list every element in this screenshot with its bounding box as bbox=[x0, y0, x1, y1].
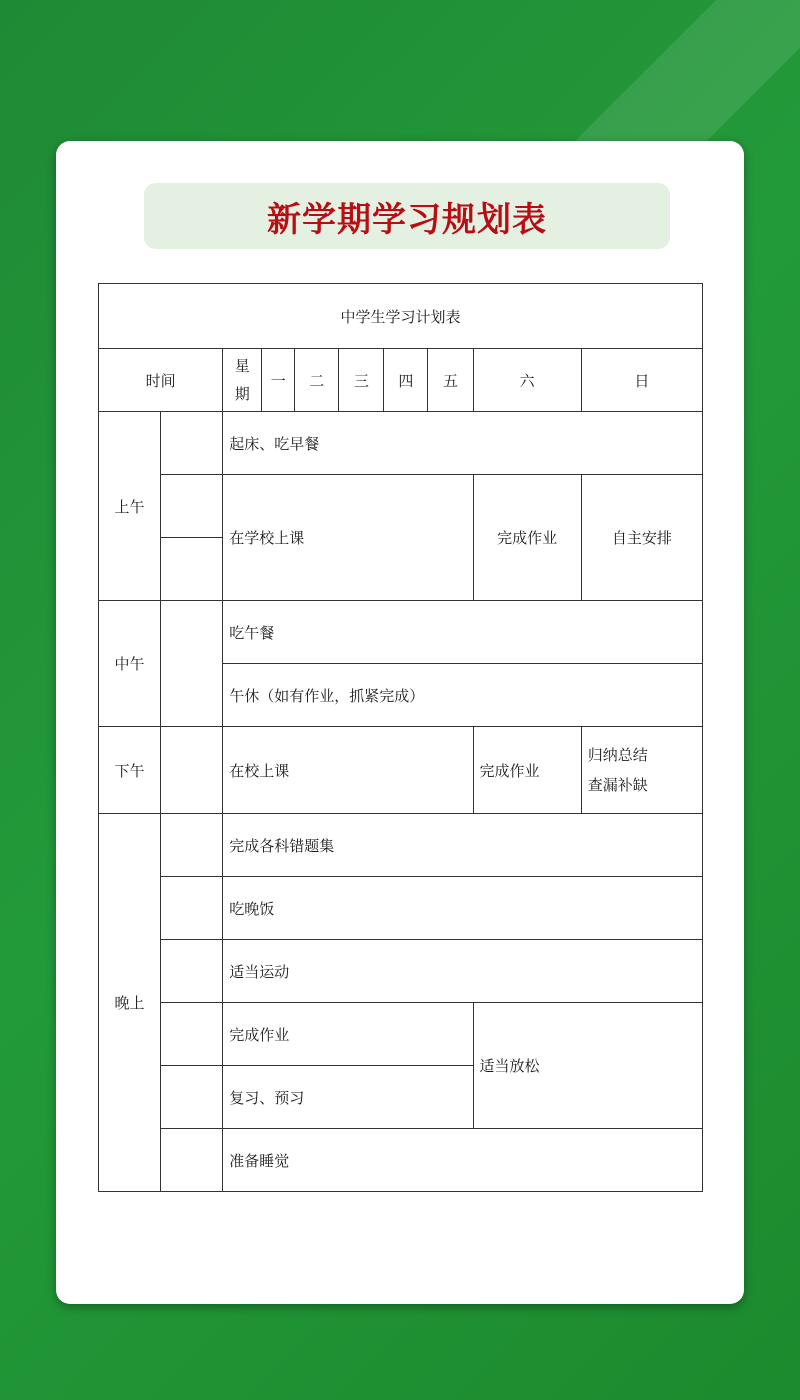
activity-nap: 午休（如有作业，抓紧完成） bbox=[223, 664, 703, 727]
time-cell bbox=[161, 601, 223, 727]
table-row bbox=[99, 601, 703, 664]
activity-mistakes: 完成各科错题集 bbox=[223, 814, 703, 877]
activity-saturday-morning: 完成作业 bbox=[473, 475, 581, 601]
activity-sleep: 准备睡觉 bbox=[223, 1129, 703, 1192]
header-day-fri: 五 bbox=[428, 349, 473, 412]
table-row bbox=[99, 475, 703, 538]
time-cell bbox=[161, 814, 223, 877]
period-morning: 上午 bbox=[99, 412, 161, 601]
activity-sunday-morning: 自主安排 bbox=[581, 475, 702, 601]
document-title: 新学期学习规划表 bbox=[267, 199, 547, 240]
activity-school-morning: 在学校上课 bbox=[223, 475, 473, 601]
time-cell bbox=[161, 475, 223, 538]
table-row bbox=[99, 1003, 703, 1066]
title-banner bbox=[144, 183, 670, 249]
period-noon: 中午 bbox=[99, 601, 161, 727]
header-week-label: 星 期 bbox=[223, 349, 262, 412]
activity-lunch: 吃午餐 bbox=[223, 601, 703, 664]
time-cell bbox=[161, 1003, 223, 1066]
time-cell bbox=[161, 1066, 223, 1129]
header-day-tue: 二 bbox=[295, 349, 339, 412]
table-title-row bbox=[99, 284, 703, 349]
header-day-mon: 一 bbox=[262, 349, 295, 412]
activity-review: 复习、预习 bbox=[223, 1066, 473, 1129]
activity-exercise: 适当运动 bbox=[223, 940, 703, 1003]
activity-school-afternoon: 在校上课 bbox=[223, 727, 473, 814]
study-plan-table bbox=[98, 283, 703, 1192]
activity-saturday-afternoon: 完成作业 bbox=[473, 727, 581, 814]
activity-breakfast: 起床、吃早餐 bbox=[223, 412, 703, 475]
table-title: 中学生学习计划表 bbox=[99, 284, 703, 349]
time-cell bbox=[161, 412, 223, 475]
time-cell bbox=[161, 538, 223, 601]
table-row bbox=[99, 940, 703, 1003]
time-cell bbox=[161, 877, 223, 940]
table-row bbox=[99, 412, 703, 475]
header-day-sun: 日 bbox=[581, 349, 702, 412]
activity-dinner: 吃晚饭 bbox=[223, 877, 703, 940]
table-row bbox=[99, 814, 703, 877]
activity-weekend-relax: 适当放松 bbox=[473, 1003, 702, 1129]
header-day-sat: 六 bbox=[473, 349, 581, 412]
header-day-wed: 三 bbox=[339, 349, 384, 412]
table-row bbox=[99, 727, 703, 814]
activity-sunday-afternoon: 归纳总结 查漏补缺 bbox=[581, 727, 702, 814]
table-row bbox=[99, 1129, 703, 1192]
period-afternoon: 下午 bbox=[99, 727, 161, 814]
time-cell bbox=[161, 1129, 223, 1192]
table-row bbox=[99, 877, 703, 940]
header-row bbox=[99, 349, 703, 412]
document-card bbox=[56, 141, 744, 1304]
header-time: 时间 bbox=[99, 349, 223, 412]
time-cell bbox=[161, 940, 223, 1003]
time-cell bbox=[161, 727, 223, 814]
activity-homework: 完成作业 bbox=[223, 1003, 473, 1066]
header-day-thu: 四 bbox=[384, 349, 428, 412]
period-evening: 晚上 bbox=[99, 814, 161, 1192]
